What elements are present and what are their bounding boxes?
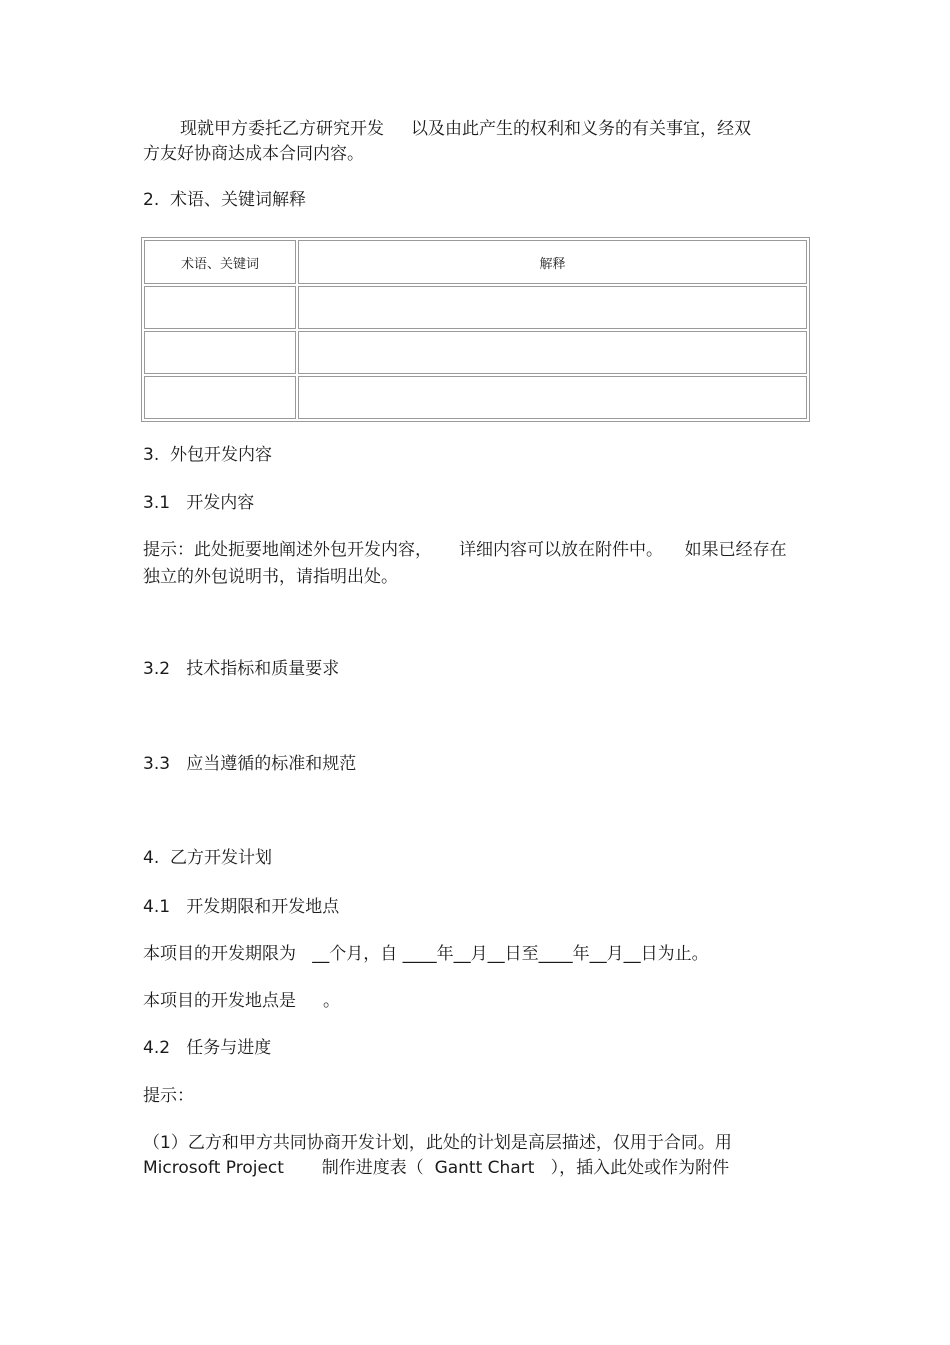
development-location: 本项目的开发地点是 。 [143, 991, 341, 1011]
section-4-1-heading: 4.1 开发期限和开发地点 [143, 897, 340, 917]
section-3-3-heading: 3.3 应当遵循的标准和规范 [143, 754, 357, 774]
term-cell [144, 286, 296, 329]
intro-line-2: 方友好协商达成本合同内容。 [143, 144, 364, 164]
terms-table [141, 237, 810, 422]
section-3-1-heading: 3.1 开发内容 [143, 493, 255, 513]
section-3-1-tip-line-2: 独立的外包说明书，请指明出处。 [143, 567, 398, 587]
intro-line-1: 现就甲方委托乙方研究开发 以及由此产生的权利和义务的有关事宜，经双 [180, 119, 752, 139]
term-cell [144, 376, 296, 419]
tip-1-line-1: （1）乙方和甲方共同协商开发计划，此处的计划是高层描述，仅用于合同。用 [143, 1133, 732, 1153]
development-period: 本项目的开发期限为 __个月，自 ____年__月__日至____年__月__日为止。 [143, 944, 709, 964]
tip-1-line-2: Microsoft Project 制作进度表（ Gantt Chart ），插入此处或作为附件 [143, 1158, 730, 1178]
section-3-heading: 3. 外包开发内容 [143, 445, 273, 465]
explanation-cell [298, 331, 807, 374]
terms-table-header [144, 240, 807, 284]
explanation-cell [298, 286, 807, 329]
section-4-2-heading: 4.2 任务与进度 [143, 1038, 272, 1058]
terms-header-term: 术语、关键词 [144, 240, 296, 284]
explanation-cell [298, 376, 807, 419]
section-2-heading: 2. 术语、关键词解释 [143, 190, 307, 210]
section-3-2-heading: 3.2 技术指标和质量要求 [143, 659, 340, 679]
section-4-heading: 4. 乙方开发计划 [143, 848, 273, 868]
table-row [144, 286, 807, 329]
table-row [144, 331, 807, 374]
term-cell [144, 331, 296, 374]
table-row [144, 376, 807, 419]
section-3-1-tip-line-1: 提示：此处扼要地阐述外包开发内容， 详细内容可以放在附件中。 如果已经存在 [143, 540, 787, 560]
tip-label: 提示： [143, 1086, 194, 1106]
terms-header-explanation: 解释 [298, 240, 807, 284]
